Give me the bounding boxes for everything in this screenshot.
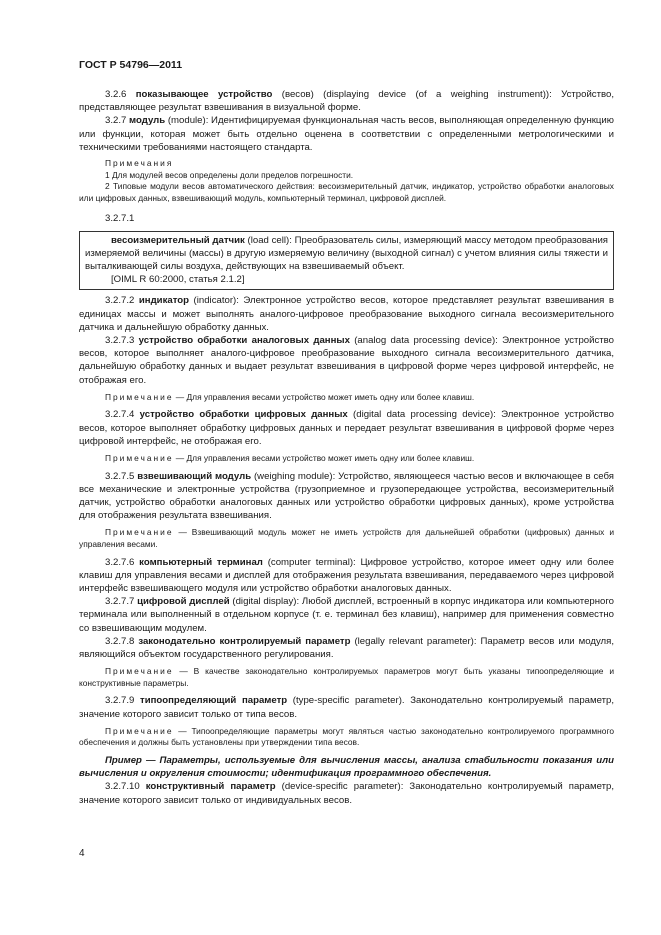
example: Пример — Параметры, используемые для вычисления массы, анализа стабильности показания или вычисления и округления стоимости; идентификация программного обеспечения.: [79, 755, 614, 780]
clause-term: законодательно контролируемый параметр: [138, 635, 351, 647]
clause-number: 3.2.7.4: [105, 409, 140, 421]
note-text: — Для управления весами устройство может иметь одну или более клавиш.: [173, 391, 475, 402]
clause-number: 3.2.6: [105, 89, 136, 100]
clause-term: показывающее устройство: [135, 89, 273, 100]
clause-text: (weighing module): Устройство, являющееся частью весов и включающее в себя все механические и электронные устройства (грузоприемное и грузопередающее устройства, весоизмерительный датчик, устройство обработки аналоговых данных или устройство обработки цифровых данных), кроме устройства для отображения результата взвешивания.: [79, 470, 614, 522]
clause-text: (analog data processing device): Электронное устройство весов, которое выполняет аналого-цифровое преобразование выходного сигнала весоизмерительного датчика, дальнейшую обработку данных и выдает результат взвешивания в цифровой форме через цифровой интерфейс, не отображая его.: [79, 335, 614, 386]
clause-term: устройство обработки цифровых данных: [139, 409, 348, 421]
clause-term: индикатор: [138, 295, 190, 307]
note-label: Примечание: [105, 527, 174, 538]
note-label: Примечание: [105, 453, 174, 464]
clause-3-2-6: [79, 88, 614, 114]
clause-number: 3.2.7.3: [105, 335, 139, 347]
clause-term: типоопределяющий параметр: [140, 695, 288, 707]
clause-term: устройство обработки аналоговых данных: [138, 335, 350, 347]
note-2: 2 Типовые модули весов автоматического действия: весоизмерительный датчик, индикатор, устройство обработки аналоговых или цифровых данных, взвешивающий модуль, компьютерный терминал, цифровой дисплей.: [79, 181, 614, 203]
notes-block: [79, 158, 614, 204]
clause-3-2-7-4: [79, 408, 614, 448]
note-3-2-7-4: [79, 453, 614, 465]
clause-text: (load cell): Преобразователь силы, измеряющий массу методом преобразования измеряемой величины (массы) в другую измеряемую величину (выходной сигнал) с учетом влияния силы тяжести и выталкивающей силы воздуха, действующих на взвешиваемый объект.: [85, 234, 608, 272]
clause-term: цифровой дисплей: [137, 596, 230, 608]
clause-number: 3.2.7.8: [105, 635, 139, 647]
clause-text: (digital data processing device): Электронное устройство весов, которое выполняет обработку цифровых данных и передает результат взвешивания в цифровой форме через цифровой интерфейс, не отображая его.: [79, 409, 614, 447]
clause-3-2-7-2: [79, 294, 614, 334]
clause-3-2-7-10: [79, 780, 614, 806]
notes-title: Примечания: [105, 158, 174, 169]
document-header: ГОСТ Р 54796—2011: [79, 59, 183, 71]
clause-number: 3.2.7.2: [105, 295, 139, 307]
note-label: Примечание: [105, 391, 174, 402]
note-3-2-7-3: [79, 392, 614, 404]
definition-box: [79, 231, 614, 291]
clause-3-2-7-9: [79, 694, 614, 720]
note-3-2-7-5: [79, 527, 614, 550]
clause-term: взвешивающий модуль: [137, 470, 252, 482]
note-3-2-7-9: [79, 726, 614, 749]
reference: [OIML R 60:2000, статья 2.1.2]: [111, 274, 245, 286]
clause-text: (весов) (displaying device (of a weighing instrument)): Устройство, представляющее результат взвешивания в визуальной форме.: [79, 89, 614, 114]
clause-term: модуль: [129, 115, 166, 127]
note-text: — Типоопределяющие параметры могут являться частью законодательно контролируемого программного обеспечения и должны быть установлены при утверждении типа весов.: [79, 725, 614, 748]
note-label: Примечание: [105, 666, 174, 677]
clause-3-2-7-3: [79, 334, 614, 387]
clause-3-2-7-5: [79, 470, 614, 523]
clause-text: (device-specific parameter): Законодательно контролируемый параметр, значение которого зависит только от индивидуальных весов.: [79, 781, 614, 806]
clause-text: (legally relevant parameter): Параметр весов или модуля, являющийся объектом государственного регулирования.: [79, 635, 614, 661]
clause-text: (indicator): Электронное устройство весов, которое представляет результат взвешивания в единицах массы и может выполнять аналого-цифровое преобразование выходного сигнала весоизмерительного датчика и дальнейшую обработку данных.: [79, 295, 614, 333]
clause-number: 3.2.7.10: [105, 781, 146, 793]
clause-term: конструктивный параметр: [145, 781, 276, 793]
clause-text: (digital display): Любой дисплей, встроенный в корпус индикатора или компьютерного терминала или выполненный в отдельном корпусе (т. е. терминал без клавиш), например для применения совместно со взвешивающим модулем.: [79, 596, 614, 634]
clause-3-2-7-8: [79, 635, 614, 661]
note-text: — Для управления весами устройство может иметь одну или более клавиш.: [173, 453, 475, 464]
note-3-2-7-8: [79, 666, 614, 689]
note-1: 1 Для модулей весов определены доли пределов погрешности.: [105, 169, 354, 180]
clause-number: 3.2.7.7: [105, 596, 138, 608]
clause-3-2-7-6: [79, 556, 614, 596]
document-body: [79, 88, 614, 807]
clause-number: 3.2.7.5: [105, 470, 138, 482]
clause-term: весоизмерительный датчик: [111, 234, 245, 246]
clause-3-2-7-7: [79, 595, 614, 635]
clause-number: 3.2.7.9: [105, 695, 140, 707]
note-text: — Взвешивающий модуль может не иметь устройств для дальнейшей обработки (цифровых) данных и управления весами.: [79, 527, 614, 550]
clause-3-2-7: [79, 114, 614, 154]
clause-text: (module): Идентифицируемая функциональная часть весов, выполняющая определенную функцию или функции, которая может быть отдельно оценена в соответствии с определенными метрологическими и техническими требованиями настоящего стандарта.: [79, 115, 614, 153]
clause-text: (type-specific parameter). Законодательно контролируемый параметр, значение которого зависит только от типа весов.: [79, 695, 615, 720]
clause-number: 3.2.7: [105, 115, 130, 127]
note-label: Примечание: [105, 725, 174, 736]
page-number: 4: [79, 848, 85, 859]
clause-term: компьютерный терминал: [139, 556, 263, 568]
clause-text: (computer terminal): Цифровое устройство, которое имеет одну или более клавиш для управления весами и дисплей для отображения результата взвешивания, передаваемого через цифровой интерфейс взвешивающего модуля или устройство обработки аналоговых данных.: [79, 556, 614, 595]
clause-3-2-7-1-number: 3.2.7.1: [105, 213, 135, 225]
clause-number: 3.2.7.6: [105, 556, 140, 568]
note-text: — В качестве законодательно контролируемых параметров могут быть указаны типоопределяющие и конструктивные параметры.: [79, 666, 614, 688]
clause-3-2-7-1: [85, 234, 608, 274]
